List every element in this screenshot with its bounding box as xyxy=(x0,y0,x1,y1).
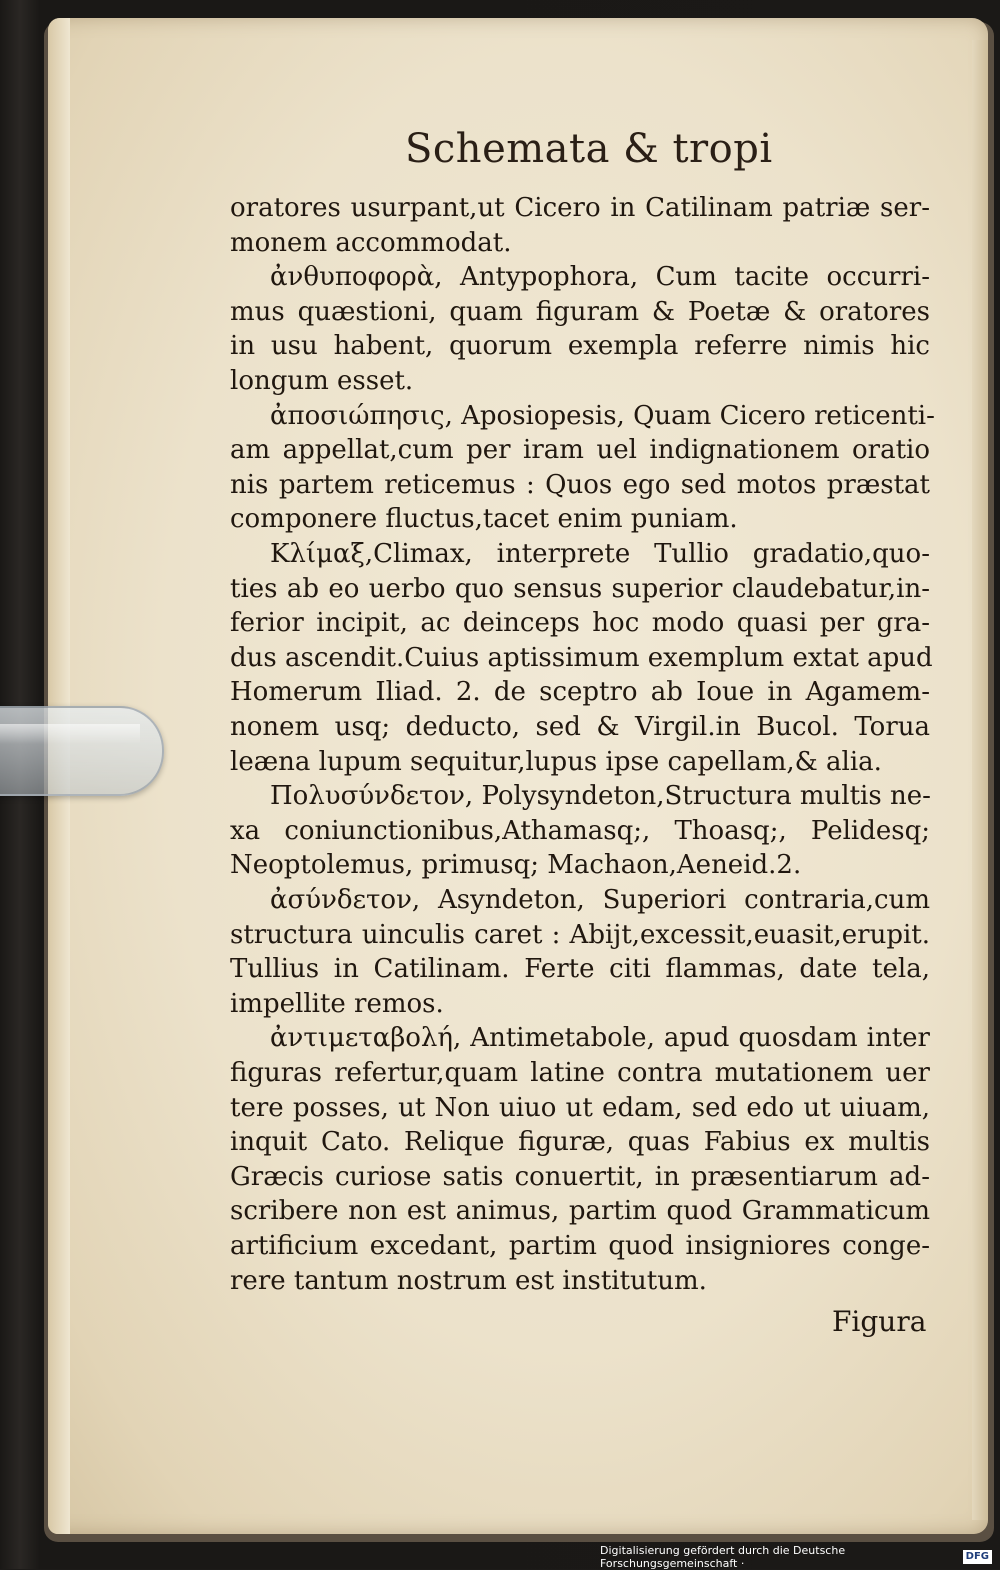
text-line: ἀσύνδετον, Asyndeton, Superiori contraria,cum xyxy=(270,885,930,915)
text-line: Homerum Iliad. 2. de sceptro ab Ioue in Agamem- xyxy=(230,677,930,708)
text-line: componere fluctus,tacet enim puniam. xyxy=(230,504,738,535)
page-right-edge xyxy=(972,40,988,1520)
text-line: tere posses, ut Non uiuo ut edam, sed edo ut uiuam, xyxy=(230,1092,930,1123)
page-clip xyxy=(0,706,164,796)
text-line: rere tantum nostrum est institutum. xyxy=(230,1265,707,1296)
text-line: Κλίμαξ,Climax, interprete Tullio gradatio,quo- xyxy=(270,539,930,569)
text-line: Neoptolemus, primusq; Machaon,Aeneid.2. xyxy=(230,850,802,881)
text-line: am appellat,cum per iram uel indignationem oratio xyxy=(230,435,930,466)
text-line: ἀποσιώπησις, Aposiopesis, Quam Cicero reticenti- xyxy=(270,400,935,431)
catchword: Figura xyxy=(832,1305,927,1338)
text-line: scribere non est animus, partim quod Grammaticum xyxy=(230,1196,930,1227)
text-line: inquit Cato. Relique figuræ, quas Fabius ex multis xyxy=(230,1127,930,1158)
text-line: mus quæstioni, quam figuram & Poetæ & oratores xyxy=(230,296,930,327)
text-line: Πολυσύνδετον, Polysyndeton,Structura multis ne- xyxy=(270,781,931,812)
text-line: Tullius in Catilinam. Ferte citi flammas, date tela, xyxy=(230,954,930,985)
text-line: ἀνθυποφορὰ, Antypophora, Cum tacite occurri- xyxy=(270,262,930,293)
text-line: structura uinculis caret : Abijt,excessit,euasit,erupit. xyxy=(230,919,930,950)
dfg-logo: DFG xyxy=(963,1550,992,1564)
funding-credit: Digitalisierung gefördert durch die Deutsche Forschungsgemeinschaft · xyxy=(600,1544,846,1570)
text-line: impellite remos. xyxy=(230,988,444,1019)
text-line: nis partem reticemus : Quos ego sed motos præstat xyxy=(230,469,930,500)
text-line: nonem usq; deducto, sed & Virgil.in Bucol. Torua xyxy=(230,712,930,742)
page-title: Schemata & tropi xyxy=(405,126,773,172)
text-line: ferior incipit, ac deinceps hoc modo quasi per gra- xyxy=(230,608,930,639)
text-line: longum esset. xyxy=(230,366,414,396)
text-line: leæna lupum sequitur,lupus ipse capellam,& alia. xyxy=(230,746,882,777)
text-line: xa coniunctionibus,Athamasq;, Thoasq;, Pelidesq; xyxy=(230,815,930,846)
text-line: Græcis curiose satis conuertit, in præsentiarum ad- xyxy=(230,1161,930,1192)
text-line: ties ab eo uerbo quo sensus superior claudebatur,in- xyxy=(230,573,930,604)
text-line: artificium excedant, partim quod insigniores conge- xyxy=(230,1231,930,1261)
text-line: oratores usurpant,ut Cicero in Catilinam patriæ ser- xyxy=(230,193,930,223)
text-line: ἀντιμεταβολή, Antimetabole, apud quosdam inter xyxy=(270,1023,930,1054)
text-line: dus ascendit.Cuius aptissimum exemplum extat apud xyxy=(230,642,933,673)
text-line: monem accommodat. xyxy=(230,227,512,258)
text-line: figuras refertur,quam latine contra mutationem uer xyxy=(230,1058,930,1088)
footer xyxy=(600,1544,992,1570)
text-line: in usu habent, quorum exempla referre nimis hic xyxy=(230,331,930,362)
page-clip-highlight xyxy=(0,724,140,744)
